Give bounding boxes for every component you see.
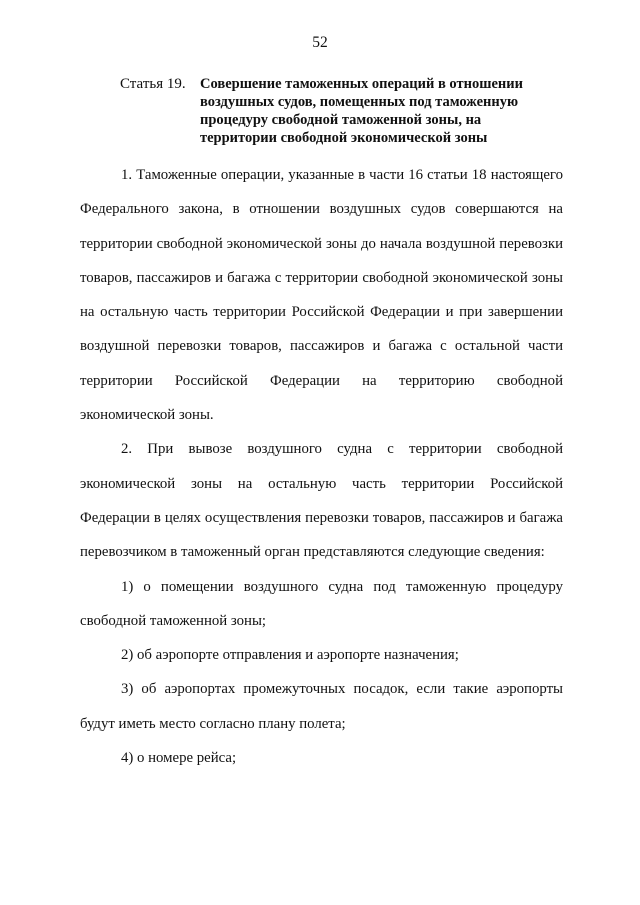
article-title: Совершение таможенных операций в отношении воздушных судов, помещенных под таможенную процедуру свободной таможенной зоны, на территории свободной экономической зоны <box>200 76 523 146</box>
list-item-2: 2) об аэропорте отправления и аэропорте назначения; <box>121 647 459 664</box>
list-item-3: 3) об аэропортах промежуточных посадок, если такие аэропорты будут иметь место согласно плану полета; <box>80 681 563 732</box>
paragraph-2: 2. При вывозе воздушного судна с территории свободной экономической зоны на остальную часть территории Российской Федерации в целях осуществления перевозки товаров, пассажиров и багажа перевозчиком в таможенный орган представляются следующие сведения: <box>80 441 563 561</box>
article-label: Статья 19. <box>120 76 186 92</box>
list-item-1: 1) о помещении воздушного судна под таможенную процедуру свободной таможенной зоны; <box>80 578 563 629</box>
list-item-4: 4) о номере рейса; <box>121 750 237 767</box>
page-number: 52 <box>312 34 328 51</box>
paragraph-1: 1. Таможенные операции, указанные в части 16 статьи 18 настоящего Федерального закона, в отношении воздушных судов совершаются на территории свободной экономической зоны до начала воздушной перевозки товаров, пассажиров и багажа с территории свободной экономической зоны на остальную часть территории Российской Федерации и при завершении воздушной перевозки товаров, пассажиров и багажа с остальной части территории Российской Федерации на территорию свободной экономической зоны. <box>80 167 563 424</box>
article-body <box>80 158 563 775</box>
